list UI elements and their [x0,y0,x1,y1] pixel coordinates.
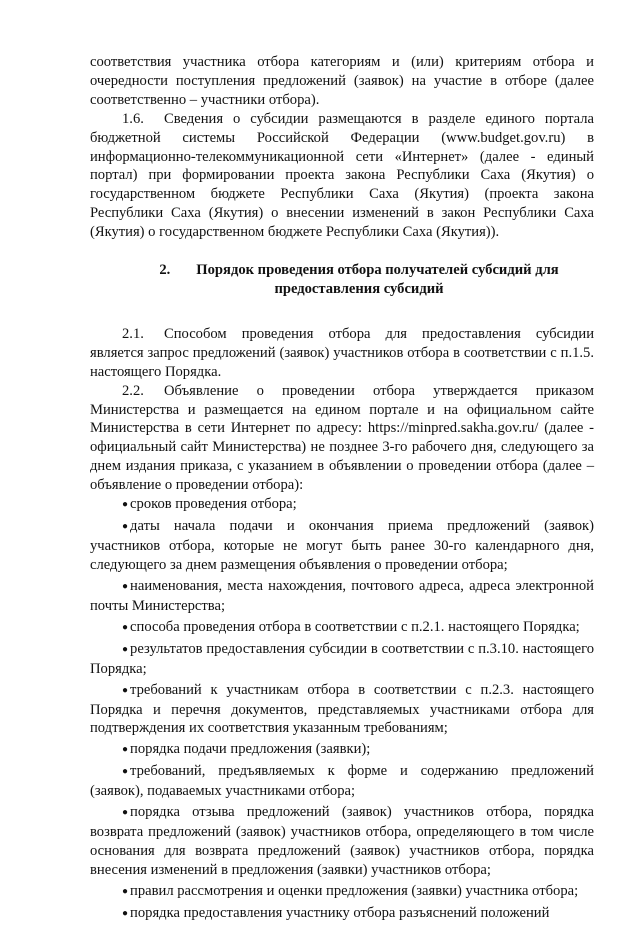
section-number: 2. [159,262,171,279]
bullet-icon: ● [122,807,129,819]
list-item [90,495,594,515]
list-item-text: результатов предоставления субсидии в соответствии с п.3.10. настоящего Порядка; [90,640,594,677]
list-item-text: способа проведения отбора в соответствии с п.2.1. настоящего Порядка; [130,618,580,635]
list-item-text: даты начала подачи и окончания приема предложений (заявок) участников отбора, которые не могут быть ранее 30-го календарного дня, следующего за днем размещения объявления о проведении отбора; [90,518,594,573]
bullet-icon: ● [122,580,129,592]
clause-text: Объявление о проведении отбора утверждается приказом Министерства и размещается на едином портале и на официальном сайте Министерства в сети Интернет по адресу: https://minpred.sakha.gov.ru/ (далее - официальный сайт Министерства) не позднее 3-го рабочего дня, следующего за днем издания приказа, с указанием в объявлении о проведении отбора (далее – объявление о проведении отбора): [90,382,594,494]
list-item [90,762,594,801]
list-item-text: порядка подачи предложения (заявки); [130,741,371,758]
list-item [90,618,594,638]
clause-number: 2.1. [122,325,144,342]
clause-number: 1.6. [122,110,144,127]
list-item [90,882,594,902]
list-item [90,740,594,760]
list-item-text: правил рассмотрения и оценки предложения (заявки) участника отбора; [130,883,579,900]
list-item [90,904,594,924]
clause-1-6 [90,110,594,242]
bullet-icon: ● [122,766,129,778]
intro-paragraph: соответствия участника отбора категориям и (или) критериям отбора и очередности поступления предложений (заявок) на участие в отборе (далее соответственно – участники отбора). [90,54,594,108]
bullet-list [90,495,594,924]
bullet-icon: ● [122,886,129,898]
bullet-icon: ● [122,621,129,633]
bullet-icon: ● [122,499,129,511]
list-item [90,640,594,679]
bullet-icon: ● [122,908,129,920]
clause-text: Способом проведения отбора для предоставления субсидии является запрос предложений (заявок) участников отбора в соответствии с п.1.5. настоящего Порядка. [90,325,594,380]
clause-2-2 [90,382,594,495]
list-item-text: порядка отзыва предложений (заявок) участников отбора, порядка возврата предложений (заявок) участников отбора, определяющего в том числе основания для возврата предложений (заявок) участников отбора, порядка внесения изменений в предложения (заявки) участников отбора; [90,804,594,879]
list-item-text: наименования, места нахождения, почтового адреса, адреса электронной почты Министерства; [90,577,594,614]
list-item-text: сроков проведения отбора; [130,496,297,513]
bullet-icon: ● [122,744,129,756]
bullet-icon: ● [122,521,129,533]
list-item [90,803,594,880]
clause-2-1 [90,325,594,382]
section-title: Порядок проведения отбора получателей субсидий для предоставления субсидий [196,262,559,297]
clause-number: 2.2. [122,382,144,399]
list-item-text: порядка предоставления участнику отбора разъяснений положений [130,905,550,922]
list-item [90,517,594,575]
list-item [90,681,594,739]
clause-text: Сведения о субсидии размещаются в разделе единого портала бюджетной системы Российской Федерации (www.budget.gov.ru) в информационно-телекоммуникационной сети «Интернет» (далее - единый портал) при формировании проекта закона Республики Саха (Якутия) о государственном бюджете Республики Саха (Якутия) (проекта закона Республики Саха (Якутия) о внесении изменений в закон Республики Саха (Якутия) о государственном бюджете Республики Саха (Якутия)). [90,110,594,241]
list-item-text: требований, предъявляемых к форме и содержанию предложений (заявок), подаваемых участниками отбора; [90,763,594,800]
list-item [90,577,594,616]
bullet-icon: ● [122,684,129,696]
document-page [90,53,594,926]
section-heading [90,261,594,299]
list-item-text: требований к участникам отбора в соответствии с п.2.3. настоящего Порядка и перечня документов, представляемых участниками отбора для подтверждения их соответствия указанным требованиям; [90,681,594,737]
bullet-icon: ● [122,643,129,655]
